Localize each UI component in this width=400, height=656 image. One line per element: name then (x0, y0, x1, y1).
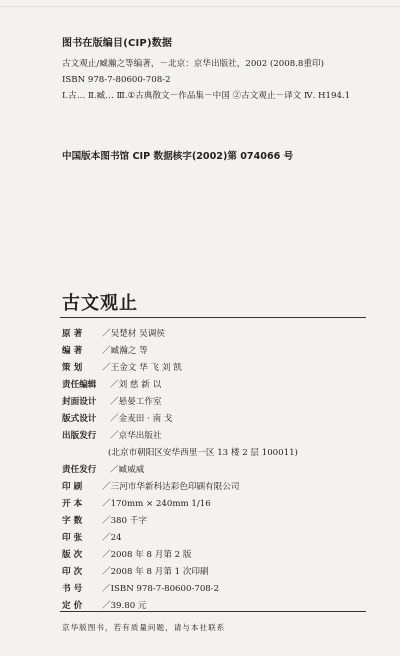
credit-row (62, 327, 382, 344)
credit-label: 责任编辑 (62, 380, 97, 390)
detail-value: ／24 (102, 533, 122, 543)
detail-row (62, 463, 382, 480)
detail-label: 版 次 (62, 550, 83, 560)
detail-label: 开 本 (62, 499, 83, 509)
detail-label: 定 价 (62, 601, 83, 611)
detail-row (62, 548, 382, 565)
book-title: 古文观止 (62, 293, 138, 314)
detail-row (62, 599, 382, 616)
cip-isbn: ISBN 978-7-80600-708-2 (62, 75, 171, 85)
credit-row (62, 344, 382, 361)
page-edge-shadow (0, 6, 400, 7)
credit-value: ／金麦田 · 南 戈 (110, 414, 173, 424)
footer-notice: 京华版图书，若有质量问题，请与本社联系 (62, 623, 226, 632)
detail-label: 责任发行 (62, 465, 97, 475)
detail-value: ／2008 年 8 月第 2 版 (102, 550, 192, 560)
detail-value: ／三河市华新科达彩色印刷有限公司 (102, 482, 240, 492)
cip-block (62, 36, 382, 104)
detail-label: 印 次 (62, 567, 83, 577)
credit-value: ／刘 慈 新 以 (110, 380, 162, 390)
credit-row (62, 429, 382, 446)
detail-value: ／臧威威 (110, 465, 145, 475)
credit-value: ／王金文 华 飞 刘 凯 (102, 363, 182, 373)
footer-rule (60, 611, 366, 612)
detail-value: ／ISBN 978-7-80600-708-2 (102, 584, 220, 594)
detail-value: ／39.80 元 (102, 601, 147, 611)
cip-heading: 图书在版编目(CIP)数据 (62, 38, 173, 49)
detail-value: ／170mm × 240mm 1/16 (102, 499, 211, 509)
detail-row (62, 531, 382, 548)
publisher-address: (北京市朝阳区安华西里一区 13 楼 2 层 100011) (108, 448, 298, 458)
detail-row (62, 480, 382, 497)
detail-row (62, 582, 382, 599)
detail-label: 字 数 (62, 516, 83, 526)
credit-label: 封面设计 (62, 397, 97, 407)
credit-label: 版式设计 (62, 414, 97, 424)
credit-label: 出版发行 (62, 431, 97, 441)
credit-value: ／悬晏工作室 (110, 397, 162, 407)
cip-classification: Ⅰ.古… Ⅱ.臧… Ⅲ.①古典散文－作品集－中国 ②古文观止－译文 Ⅳ. H194.1 (62, 91, 351, 101)
title-rule (60, 317, 366, 318)
credit-value: ／吴楚材 吴调侯 (102, 329, 165, 339)
detail-label: 印 刷 (62, 482, 83, 492)
cip-number: 中国版本图书馆 CIP 数据核字(2002)第 074066 号 (62, 151, 294, 162)
detail-label: 印 张 (62, 533, 83, 543)
credit-label: 编 著 (62, 346, 83, 356)
detail-row (62, 497, 382, 514)
colophon-info (62, 327, 382, 616)
cip-entry: 古文观止/臧瀚之等编著，－北京：京华出版社，2002 (2008.8重印) (62, 59, 324, 69)
detail-row (62, 514, 382, 531)
detail-label: 书 号 (62, 584, 83, 594)
credit-row (62, 395, 382, 412)
credit-label: 策 划 (62, 363, 83, 373)
detail-value: ／2008 年 8 月第 1 次印刷 (102, 567, 209, 577)
credit-row (62, 361, 382, 378)
detail-row (62, 565, 382, 582)
credit-value: ／京华出版社 (110, 431, 162, 441)
credit-row (62, 412, 382, 429)
credit-value: ／臧瀚之 等 (102, 346, 148, 356)
detail-value: ／380 千字 (102, 516, 147, 526)
credit-row (62, 378, 382, 395)
credit-label: 原 著 (62, 329, 83, 339)
